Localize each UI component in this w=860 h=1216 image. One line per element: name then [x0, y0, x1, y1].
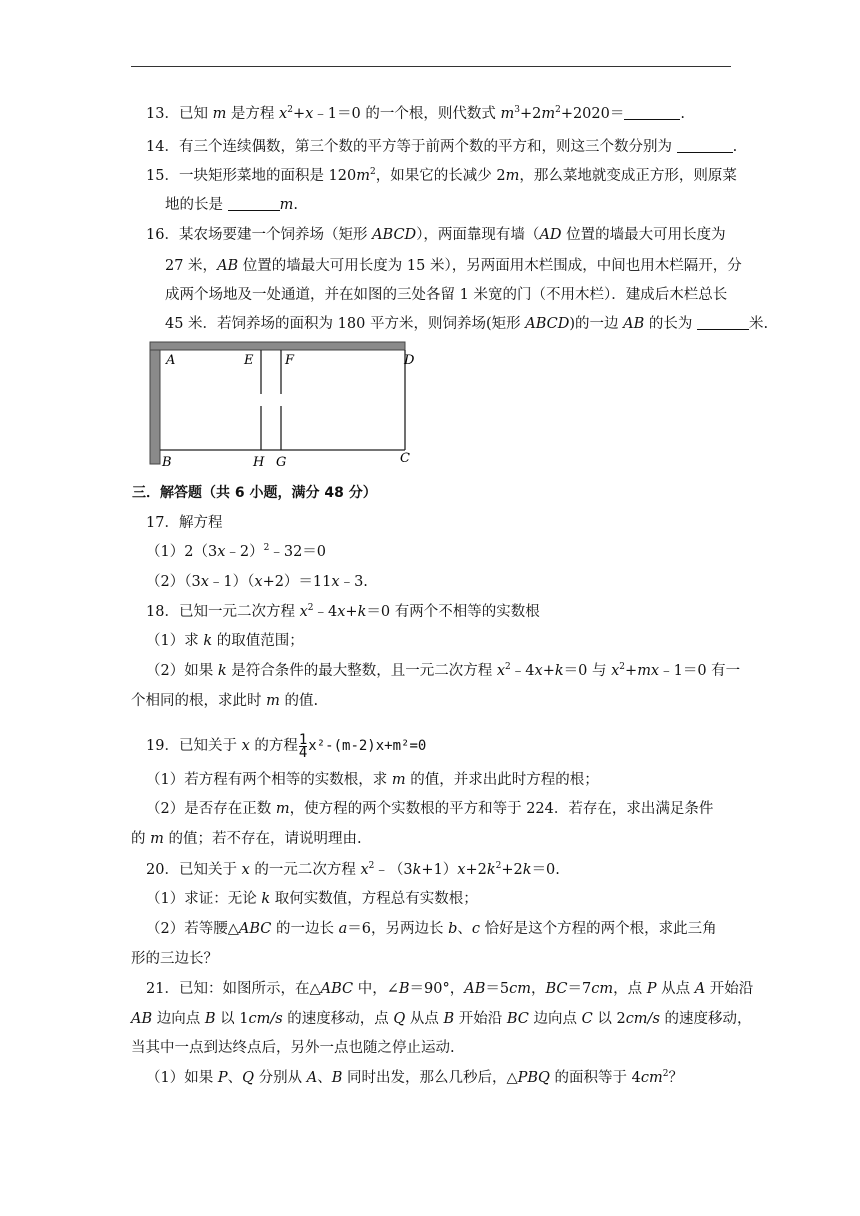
question-16-line-2: 27 米，AB 位置的墙最大可用长度为 15 米），另两面用木栏围成，中间也用木栏隔开，分 [165, 258, 742, 274]
question-17-part-2: （2）（3x﹣1）（x+2）＝11x﹣3. [146, 574, 368, 590]
question-21-part-1: （1）如果 P、Q 分别从 A、B 同时出发，那么几秒后，△PBQ 的面积等于 $4cm^2$？ [146, 1069, 683, 1086]
question-15-line-2: 地的长是 m. [165, 197, 298, 213]
question-19-line-3: 的 m 的值；若不存在，请说明理由. [131, 831, 362, 847]
question-20: 20．已知关于 x 的一元二次方程 $x^2﹣(3k+1)x+2k^2+2k=0$. [146, 861, 560, 878]
answer-blank [697, 315, 749, 330]
question-20-line-3: 形的三边长？ [131, 951, 218, 967]
question-15: 15．一块矩形菜地的面积是 $120m^2$，如果它的长减少 2m，那么菜地就变成正方形，则原菜 [146, 167, 737, 184]
question-18-part-1: （1）求 k 的取值范围； [146, 633, 304, 649]
question-18-line-3: 个相同的根，求此时 m 的值. [131, 693, 319, 709]
question-14: 14．有三个连续偶数，第三个数的平方等于前两个数的平方和，则这三个数分别为 . [146, 139, 738, 155]
fraction-one-quarter: $\frac{1}{4}$ [298, 731, 308, 761]
label-e: E [244, 353, 254, 368]
question-16-line-4: 45 米．若饲养场的面积为 180 平方米，则饲养场(矩形 ABCD)的一边 AB 的长为 米. [165, 316, 769, 332]
label-a: A [166, 353, 176, 368]
question-16-line-3: 成两个场地及一处通道，并在如图的三处各留 1 米宽的门（不用木栏）．建成后木栏总长 [165, 287, 728, 303]
label-g: G [276, 455, 287, 468]
question-21-line-3: 当其中一点到达终点后，另外一点也随之停止运动. [131, 1040, 455, 1056]
label-d: D [404, 353, 415, 368]
section-heading: 三．解答题（共 6 小题，满分 48 分） [132, 485, 377, 501]
question-16: 16．某农场要建一个饲养场（矩形 ABCD），两面靠现有墙（AD 位置的墙最大可用长度为 [146, 227, 726, 243]
question-19-part-1: （1）若方程有两个相等的实数根，求 m 的值，并求出此时方程的根； [146, 772, 599, 788]
question-20-part-1: （1）求证：无论 k 取何实数值，方程总有实数根； [146, 891, 478, 907]
answer-blank [624, 105, 680, 120]
question-21: 21．已知：如图所示，在△ABC 中，∠B＝90°，AB＝5cm，BC＝7cm，点 P 从点 A 开始沿 [146, 981, 754, 997]
answer-blank [677, 138, 733, 153]
label-c: C [400, 451, 410, 466]
label-b: B [162, 455, 172, 468]
question-18-part-2: （2）如果 k 是符合条件的最大整数，且一元二次方程 $x^2﹣4x+k=0$ 与 $x^2+mx﹣1=0$ 有一 [146, 662, 741, 679]
question-21-line-2: AB 边向点 B 以 1cm/s 的速度移动，点 Q 从点 B 开始沿 BC 边向点 C 以 2cm/s 的速度移动， [131, 1011, 752, 1027]
label-h: H [253, 455, 265, 468]
question-18: 18．已知一元二次方程 $x^2﹣4x+k=0$ 有两个不相等的实数根 [146, 603, 540, 620]
answer-blank [228, 196, 280, 211]
label-f: F [285, 353, 295, 368]
question-19: 19．已知关于 x 的方程 $\frac{1}{4}$ x²-(m-2)x+m²=0 [146, 731, 427, 761]
equation-image: x²-(m-2)x+m²=0 [308, 738, 427, 754]
question-20-part-2: （2）若等腰△ABC 的一边长 a＝6，另两边长 b、c 恰好是这个方程的两个根，求此三角 [146, 921, 717, 937]
question-19-part-2: （2）是否存在正数 m，使方程的两个实数根的平方和等于 224．若存在，求出满足条件 [146, 801, 714, 817]
question-17: 17．解方程 [146, 515, 223, 531]
wall-ad [150, 342, 405, 350]
header-rule [131, 66, 731, 67]
question-17-part-1: （1）2（3x﹣2）$^2$﹣32＝0 [146, 543, 327, 560]
question-13: 13．已知 m 是方程 $x^2+x﹣1=0$ 的一个根，则代数式 $m^3+2m^2+2020=$ . [146, 105, 685, 122]
wall-ab [150, 342, 160, 464]
farm-diagram [146, 340, 421, 468]
